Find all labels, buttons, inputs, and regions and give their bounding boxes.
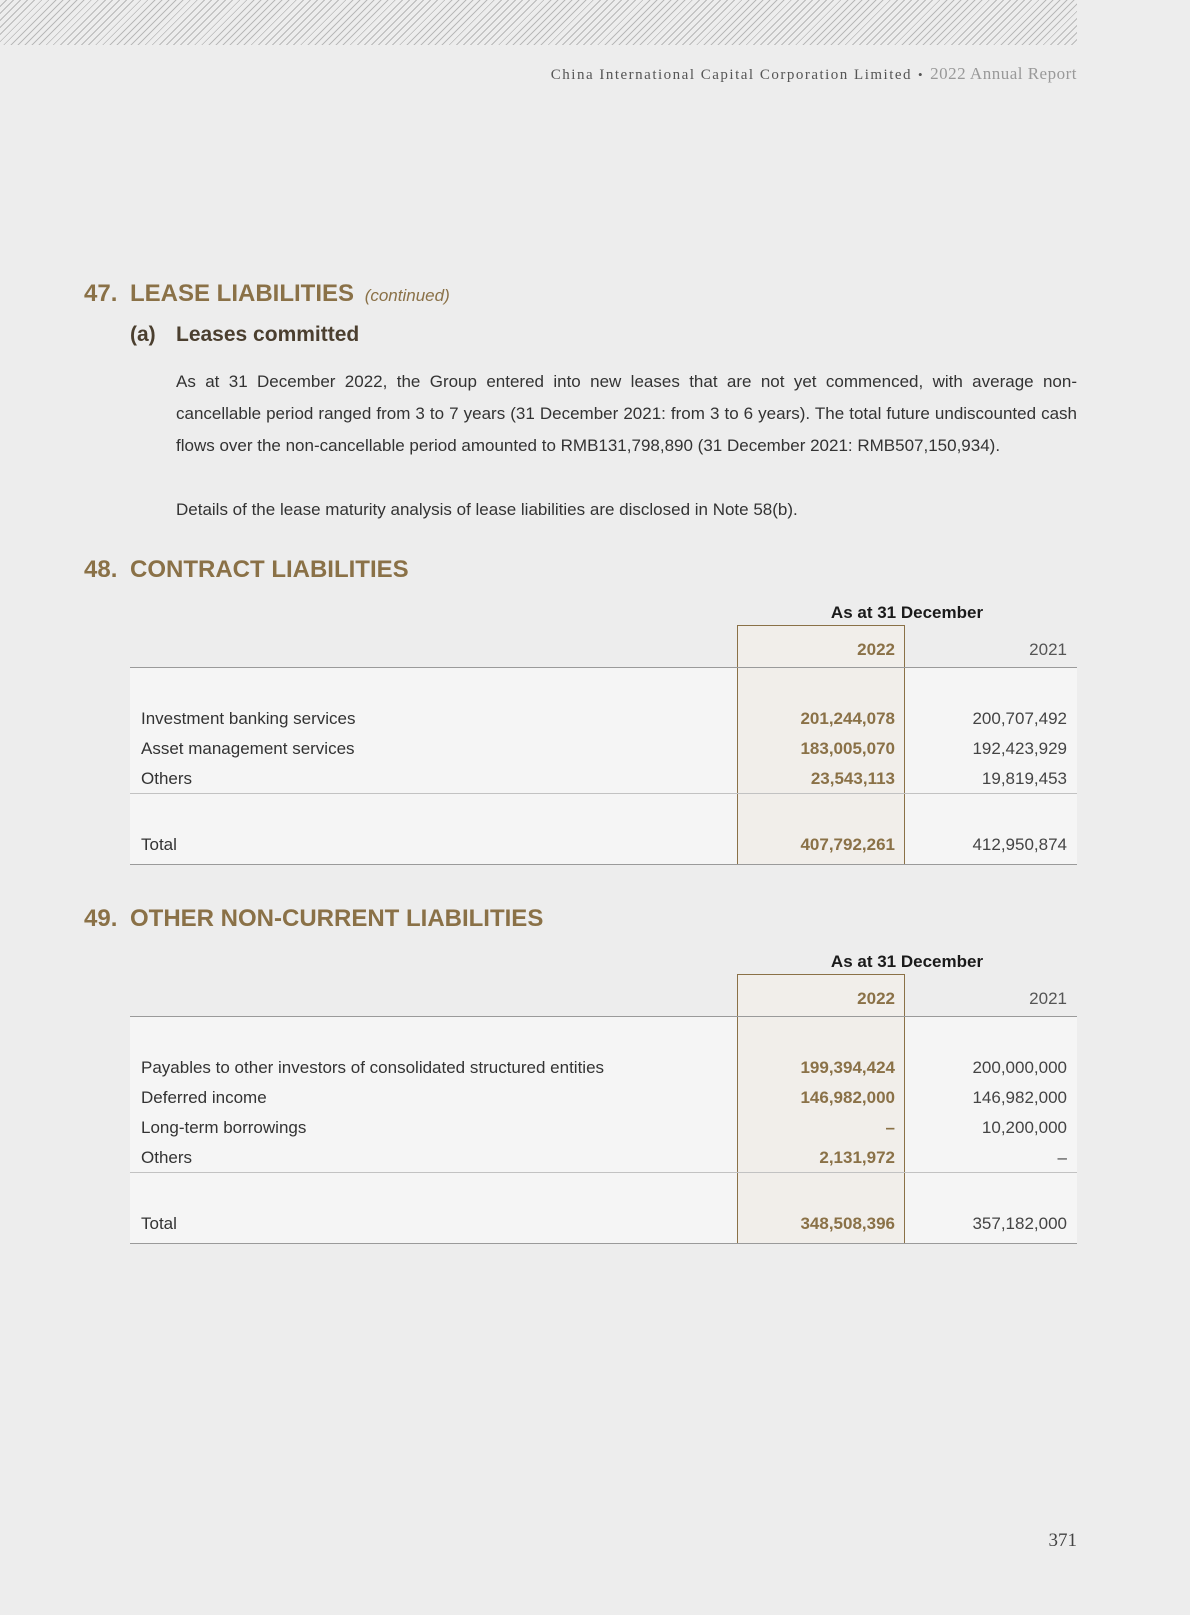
table-row (130, 1088, 1077, 1118)
row-label: Investment banking services (141, 709, 356, 728)
section-title: CONTRACT LIABILITIES (130, 556, 409, 583)
row-label: Payables to other investors of consolidated structured entities (141, 1058, 605, 1077)
total-label: Total (141, 835, 177, 854)
row-label: Asset management services (141, 739, 355, 758)
section-title: OTHER NON-CURRENT LIABILITIES (130, 905, 544, 932)
total-2022: 348,508,396 (800, 1214, 895, 1233)
value-2022: 2,131,972 (819, 1148, 895, 1167)
header-rule (130, 1016, 1077, 1017)
column-header-2021: 2021 (1029, 640, 1067, 659)
running-header (551, 64, 1077, 84)
total-2021: 412,950,874 (972, 835, 1067, 854)
subtotal-rule (130, 793, 1077, 794)
value-2021: 146,982,000 (972, 1088, 1067, 1107)
value-2021: 19,819,453 (981, 769, 1067, 788)
total-row (130, 1214, 1077, 1244)
section-number: 49. (84, 905, 118, 932)
section-47-heading (84, 280, 450, 308)
leases-committed-paragraph: As at 31 December 2022, the Group entered into new leases that are not yet commenced, with average non-cancellable period ranged from 3 to 7 years (31 December 2021: from 3 to 6 years). The total future undiscounted cash flows over the non-cancellable period amounted to RMB131,798,890 (31 December 2021: RMB507,150,934). (176, 372, 1077, 455)
table-row (130, 709, 1077, 739)
value-2022: 146,982,000 (800, 1088, 895, 1107)
column-header-2022: 2022 (857, 640, 895, 659)
group-header: As at 31 December (830, 952, 984, 971)
total-2022: 407,792,261 (800, 835, 895, 854)
maturity-note-paragraph: Details of the lease maturity analysis of lease liabilities are disclosed in Note 58(b). (176, 500, 798, 519)
row-label: Long-term borrowings (141, 1118, 307, 1137)
value-2021: 200,000,000 (972, 1058, 1067, 1077)
subsection-number: (a) (130, 323, 156, 346)
header-separator: • (918, 67, 925, 82)
value-2022: 199,394,424 (800, 1058, 895, 1077)
total-row (130, 835, 1077, 865)
section-48-heading (84, 556, 409, 584)
table-row (130, 1148, 1077, 1178)
header-hatch-band (0, 0, 1077, 45)
table-row (130, 1118, 1077, 1148)
table-row (130, 1058, 1077, 1088)
value-2021: 200,707,492 (972, 709, 1067, 728)
total-label: Total (141, 1214, 177, 1233)
other-non-current-liabilities-table (130, 952, 1077, 1244)
value-2022: 23,543,113 (810, 769, 895, 788)
row-label: Others (141, 1148, 193, 1167)
subsection-a-heading (130, 323, 359, 347)
row-label: Others (141, 769, 193, 788)
table-row (130, 769, 1077, 799)
subtotal-rule (130, 1172, 1077, 1173)
table-row (130, 739, 1077, 769)
section-49-heading (84, 905, 543, 933)
row-label: Deferred income (141, 1088, 267, 1107)
continued-label: (continued) (364, 286, 450, 305)
section-title: LEASE LIABILITIES (130, 280, 355, 307)
subsection-title: Leases committed (176, 323, 360, 346)
column-header-2022: 2022 (857, 989, 895, 1008)
value-2021: 192,423,929 (972, 739, 1067, 758)
bottom-rule (130, 1243, 1077, 1244)
value-2021: 10,200,000 (981, 1118, 1067, 1137)
value-2021: – (1057, 1148, 1067, 1167)
group-header: As at 31 December (830, 603, 984, 622)
value-2022: 201,244,078 (800, 709, 895, 728)
section-number: 47. (84, 280, 118, 307)
total-2021: 357,182,000 (972, 1214, 1067, 1233)
bottom-rule (130, 864, 1077, 865)
header-rule (130, 667, 1077, 668)
column-header-2021: 2021 (1029, 989, 1067, 1008)
report-title: 2022 Annual Report (930, 64, 1077, 83)
value-2022: – (885, 1118, 895, 1137)
contract-liabilities-table (130, 603, 1077, 865)
company-name: China International Capital Corporation Limited (550, 67, 913, 83)
section-number: 48. (84, 556, 118, 583)
page-number: 371 (1048, 1530, 1077, 1551)
value-2022: 183,005,070 (800, 739, 895, 758)
